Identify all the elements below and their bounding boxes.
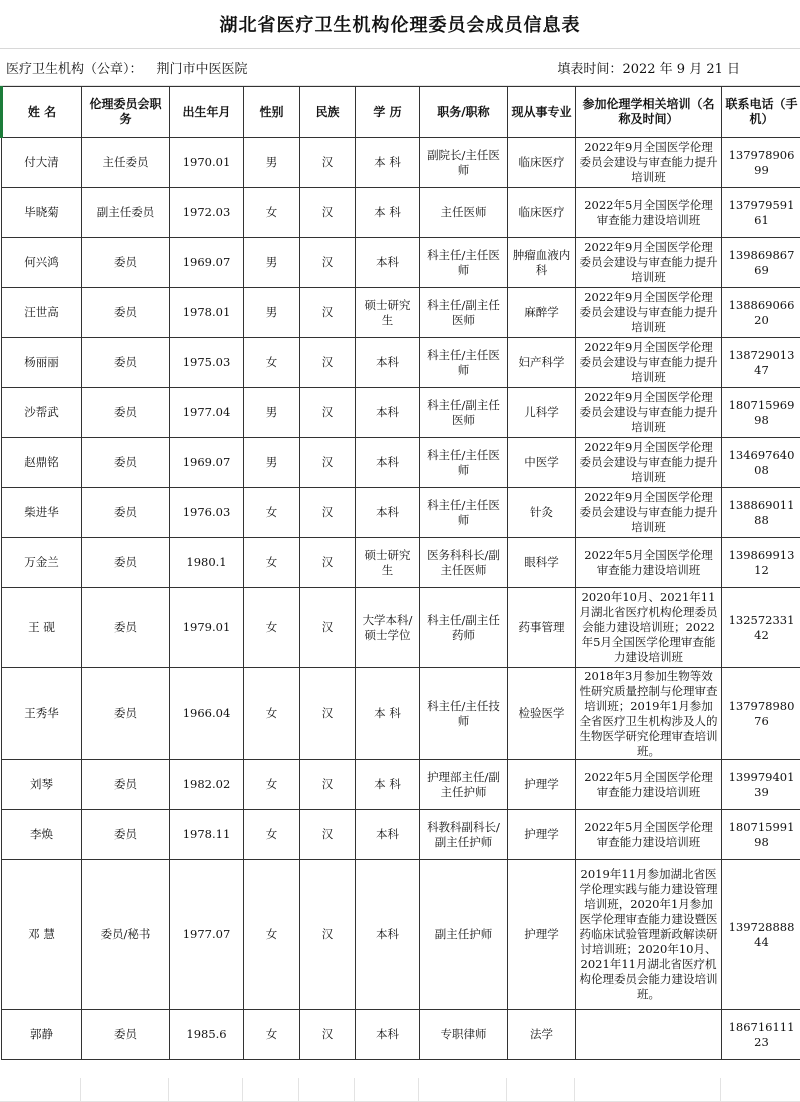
cell-name[interactable]: 邓 慧 (2, 860, 82, 1010)
cell-phone[interactable]: 13257233142 (722, 588, 800, 668)
table-row (2, 238, 800, 288)
cell-education[interactable]: 硕士研究生 (356, 288, 420, 338)
cell-birth[interactable]: 1970.01 (170, 138, 244, 188)
cell-education[interactable]: 本 科 (356, 188, 420, 238)
cell-education[interactable]: 本 科 (356, 760, 420, 810)
cell-title[interactable]: 医务科科长/副主任医师 (420, 538, 508, 588)
cell-birth[interactable]: 1976.03 (170, 488, 244, 538)
cell-ethnicity[interactable]: 汉 (300, 668, 356, 760)
cell-education[interactable]: 本科 (356, 238, 420, 288)
cell-phone[interactable]: 13886901188 (722, 488, 800, 538)
cell-role[interactable]: 委员 (82, 438, 170, 488)
cell-phone[interactable]: 18071596998 (722, 388, 800, 438)
cell-name[interactable]: 万金兰 (2, 538, 82, 588)
cell-phone[interactable]: 13986986769 (722, 238, 800, 288)
cell-specialty[interactable]: 护理学 (508, 810, 576, 860)
cell-specialty[interactable]: 临床医疗 (508, 138, 576, 188)
cell-specialty[interactable]: 护理学 (508, 860, 576, 1010)
member-table (0, 86, 800, 1060)
cell-title[interactable]: 副院长/主任医师 (420, 138, 508, 188)
org-info (6, 58, 248, 77)
cell-phone[interactable]: 13986991312 (722, 538, 800, 588)
cell-ethnicity[interactable]: 汉 (300, 138, 356, 188)
cell-ethnicity[interactable]: 汉 (300, 860, 356, 1010)
cell-name[interactable]: 赵鼎铭 (2, 438, 82, 488)
cell-ethnicity[interactable]: 汉 (300, 488, 356, 538)
cell-name[interactable]: 沙帮武 (2, 388, 82, 438)
cell-gender[interactable]: 女 (244, 588, 300, 668)
cell-ethnicity[interactable]: 汉 (300, 760, 356, 810)
table-row (2, 388, 800, 438)
cell-specialty[interactable]: 药事管理 (508, 588, 576, 668)
cell-title[interactable]: 科主任/主任医师 (420, 338, 508, 388)
table-row (2, 138, 800, 188)
cell-ethnicity[interactable]: 汉 (300, 588, 356, 668)
cell-ethnicity[interactable]: 汉 (300, 438, 356, 488)
cell-specialty[interactable]: 儿科学 (508, 388, 576, 438)
cell-role[interactable]: 委员 (82, 1010, 170, 1060)
cell-name[interactable]: 柴进华 (2, 488, 82, 538)
header-training[interactable]: 参加伦理学相关培训（名称及时间） (576, 87, 722, 138)
table-row (2, 760, 800, 810)
cell-phone[interactable]: 13997940139 (722, 760, 800, 810)
cell-title[interactable]: 主任医师 (420, 188, 508, 238)
cell-ethnicity[interactable]: 汉 (300, 338, 356, 388)
cell-specialty[interactable]: 护理学 (508, 760, 576, 810)
header-phone[interactable]: 联系电话（手机） (722, 87, 800, 138)
cell-role[interactable]: 委员 (82, 488, 170, 538)
cell-birth[interactable]: 1977.07 (170, 860, 244, 1010)
cell-title[interactable]: 科主任/副主任医师 (420, 288, 508, 338)
cell-birth[interactable]: 1978.11 (170, 810, 244, 860)
cell-phone[interactable]: 13797898076 (722, 668, 800, 760)
cell-gender[interactable]: 男 (244, 388, 300, 438)
cell-specialty[interactable]: 针灸 (508, 488, 576, 538)
table-row (2, 810, 800, 860)
table-row (2, 188, 800, 238)
cell-birth[interactable]: 1969.07 (170, 438, 244, 488)
cell-role[interactable]: 委员 (82, 388, 170, 438)
table-row (2, 1010, 800, 1060)
cell-training[interactable]: 2022年9月全国医学伦理委员会建设与审查能力提升培训班 (576, 488, 722, 538)
cell-training[interactable]: 2022年5月全国医学伦理审查能力建设培训班 (576, 760, 722, 810)
cell-title[interactable]: 副主任护师 (420, 860, 508, 1010)
cell-role[interactable]: 委员 (82, 538, 170, 588)
table-row (2, 488, 800, 538)
cell-name[interactable]: 何兴鸿 (2, 238, 82, 288)
cell-title[interactable]: 专职律师 (420, 1010, 508, 1060)
cell-specialty[interactable]: 肿瘤血液内科 (508, 238, 576, 288)
cell-name[interactable]: 刘琴 (2, 760, 82, 810)
org-name: 荆门市中医医院 (156, 61, 248, 77)
cell-birth[interactable]: 1975.03 (170, 338, 244, 388)
cell-training[interactable]: 2022年9月全国医学伦理委员会建设与审查能力提升培训班 (576, 288, 722, 338)
cell-training[interactable]: 2022年9月全国医学伦理委员会建设与审查能力提升培训班 (576, 338, 722, 388)
cell-training[interactable]: 2018年3月参加生物等效性研究质量控制与伦理审查培训班；2019年1月参加全省医疗卫生机构涉及人的生物医学研究伦理审查培训班。 (576, 668, 722, 760)
cell-specialty[interactable]: 中医学 (508, 438, 576, 488)
cell-role[interactable]: 委员 (82, 588, 170, 668)
cell-training[interactable] (576, 1010, 722, 1060)
date-info (557, 58, 740, 77)
table-row (2, 588, 800, 668)
cell-gender[interactable]: 女 (244, 488, 300, 538)
header-education[interactable]: 学 历 (356, 87, 420, 138)
cell-gender[interactable]: 女 (244, 1010, 300, 1060)
cell-birth[interactable]: 1972.03 (170, 188, 244, 238)
cell-title[interactable]: 护理部主任/副主任护师 (420, 760, 508, 810)
cell-specialty[interactable]: 妇产科学 (508, 338, 576, 388)
header-role[interactable]: 伦理委员会职务 (82, 87, 170, 138)
cell-ethnicity[interactable]: 汉 (300, 538, 356, 588)
cell-phone[interactable]: 13886906620 (722, 288, 800, 338)
member-rows (2, 138, 800, 1060)
cell-training[interactable]: 2022年9月全国医学伦理委员会建设与审查能力提升培训班 (576, 388, 722, 438)
cell-gender[interactable]: 女 (244, 810, 300, 860)
cell-name[interactable]: 王 砚 (2, 588, 82, 668)
cell-training[interactable]: 2022年9月全国医学伦理委员会建设与审查能力提升培训班 (576, 238, 722, 288)
cell-name[interactable]: 付大清 (2, 138, 82, 188)
date-value: 2022 年 9 月 21 日 (622, 61, 740, 77)
cell-role[interactable]: 副主任委员 (82, 188, 170, 238)
cell-name[interactable]: 毕晓菊 (2, 188, 82, 238)
cell-specialty[interactable]: 法学 (508, 1010, 576, 1060)
cell-education[interactable]: 本科 (356, 338, 420, 388)
table-row (2, 668, 800, 760)
cell-education[interactable]: 本 科 (356, 138, 420, 188)
table-row (2, 338, 800, 388)
cell-training[interactable]: 2022年5月全国医学伦理审查能力建设培训班 (576, 538, 722, 588)
cell-title[interactable]: 科主任/主任医师 (420, 438, 508, 488)
cell-training[interactable]: 2022年9月全国医学伦理委员会建设与审查能力提升培训班 (576, 438, 722, 488)
cell-gender[interactable]: 女 (244, 538, 300, 588)
sheet-title: 湖北省医疗卫生机构伦理委员会成员信息表 (0, 0, 800, 49)
cell-role[interactable]: 委员 (82, 288, 170, 338)
cell-role[interactable]: 主任委员 (82, 138, 170, 188)
cell-ethnicity[interactable]: 汉 (300, 388, 356, 438)
cell-name[interactable]: 杨丽丽 (2, 338, 82, 388)
cell-specialty[interactable]: 临床医疗 (508, 188, 576, 238)
cell-specialty[interactable]: 眼科学 (508, 538, 576, 588)
cell-title[interactable]: 科教科副科长/副主任护师 (420, 810, 508, 860)
cell-gender[interactable]: 男 (244, 438, 300, 488)
cell-birth[interactable]: 1980.1 (170, 538, 244, 588)
date-label: 填表时间： (557, 61, 623, 77)
cell-role[interactable]: 委员 (82, 668, 170, 760)
cell-title[interactable]: 科主任/主任技师 (420, 668, 508, 760)
cell-role[interactable]: 委员 (82, 338, 170, 388)
cell-birth[interactable]: 1982.02 (170, 760, 244, 810)
header-title[interactable]: 职务/职称 (420, 87, 508, 138)
header-birth[interactable]: 出生年月 (170, 87, 244, 138)
org-label: 医疗卫生机构（公章）： (6, 61, 143, 77)
cell-education[interactable]: 大学本科/硕士学位 (356, 588, 420, 668)
cell-title[interactable]: 科主任/主任医师 (420, 488, 508, 538)
cell-ethnicity[interactable]: 汉 (300, 188, 356, 238)
cell-phone[interactable]: 13469764008 (722, 438, 800, 488)
cell-gender[interactable]: 男 (244, 288, 300, 338)
table-row (2, 538, 800, 588)
cell-name[interactable]: 李焕 (2, 810, 82, 860)
cell-role[interactable]: 委员 (82, 760, 170, 810)
cell-gender[interactable]: 男 (244, 238, 300, 288)
cell-specialty[interactable]: 检验医学 (508, 668, 576, 760)
header-ethnicity[interactable]: 民族 (300, 87, 356, 138)
cell-education[interactable]: 本科 (356, 438, 420, 488)
cell-gender[interactable]: 女 (244, 338, 300, 388)
cell-training[interactable]: 2019年11月参加湖北省医学伦理实践与能力建设管理培训班，2020年1月参加医学伦理审查能力建设暨医药临床试验管理新政解读研讨培训班；2020年10月、2021年11月湖北省医疗机构伦理委员会能力建设培训班。 (576, 860, 722, 1010)
cell-phone[interactable]: 13797890699 (722, 138, 800, 188)
table-row (2, 438, 800, 488)
cell-education[interactable]: 本科 (356, 488, 420, 538)
cell-birth[interactable]: 1985.6 (170, 1010, 244, 1060)
cell-title[interactable]: 科主任/主任医师 (420, 238, 508, 288)
empty-grid-area (0, 1078, 800, 1102)
cell-title[interactable]: 科主任/副主任药师 (420, 588, 508, 668)
cell-education[interactable]: 本科 (356, 1010, 420, 1060)
cell-title[interactable]: 科主任/副主任医师 (420, 388, 508, 438)
cell-training[interactable]: 2020年10月、2021年11月湖北省医疗机构伦理委员会能力建设培训班；2022年5月全国医学伦理审查能力建设培训班 (576, 588, 722, 668)
cell-training[interactable]: 2022年5月全国医学伦理审查能力建设培训班 (576, 810, 722, 860)
cell-gender[interactable]: 女 (244, 760, 300, 810)
cell-birth[interactable]: 1969.07 (170, 238, 244, 288)
header-name[interactable]: 姓 名 (2, 87, 82, 138)
cell-education[interactable]: 本科 (356, 388, 420, 438)
cell-birth[interactable]: 1978.01 (170, 288, 244, 338)
cell-ethnicity[interactable]: 汉 (300, 810, 356, 860)
cell-gender[interactable]: 女 (244, 668, 300, 760)
cell-role[interactable]: 委员/秘书 (82, 860, 170, 1010)
cell-birth[interactable]: 1966.04 (170, 668, 244, 760)
cell-role[interactable]: 委员 (82, 238, 170, 288)
header-gender[interactable]: 性别 (244, 87, 300, 138)
cell-phone[interactable]: 13872901347 (722, 338, 800, 388)
cell-training[interactable]: 2022年5月全国医学伦理审查能力建设培训班 (576, 188, 722, 238)
cell-education[interactable]: 硕士研究生 (356, 538, 420, 588)
cell-role[interactable]: 委员 (82, 810, 170, 860)
header-specialty[interactable]: 现从事专业 (508, 87, 576, 138)
table-row (2, 860, 800, 1010)
cell-specialty[interactable]: 麻醉学 (508, 288, 576, 338)
cell-gender[interactable]: 女 (244, 188, 300, 238)
cell-ethnicity[interactable]: 汉 (300, 238, 356, 288)
cell-phone[interactable]: 18671611123 (722, 1010, 800, 1060)
info-row (0, 49, 800, 86)
table-row (2, 288, 800, 338)
cell-gender[interactable]: 男 (244, 138, 300, 188)
cell-training[interactable]: 2022年9月全国医学伦理委员会建设与审查能力提升培训班 (576, 138, 722, 188)
cell-ethnicity[interactable]: 汉 (300, 288, 356, 338)
cell-phone[interactable]: 13972888844 (722, 860, 800, 1010)
cell-ethnicity[interactable]: 汉 (300, 1010, 356, 1060)
cell-name[interactable]: 王秀华 (2, 668, 82, 760)
cell-gender[interactable]: 女 (244, 860, 300, 1010)
cell-phone[interactable]: 13797959161 (722, 188, 800, 238)
cell-name[interactable]: 汪世高 (2, 288, 82, 338)
cell-education[interactable]: 本科 (356, 860, 420, 1010)
cell-education[interactable]: 本 科 (356, 668, 420, 760)
cell-phone[interactable]: 18071599198 (722, 810, 800, 860)
header-row (2, 87, 800, 138)
cell-birth[interactable]: 1979.01 (170, 588, 244, 668)
cell-education[interactable]: 本科 (356, 810, 420, 860)
cell-name[interactable]: 郭静 (2, 1010, 82, 1060)
cell-birth[interactable]: 1977.04 (170, 388, 244, 438)
